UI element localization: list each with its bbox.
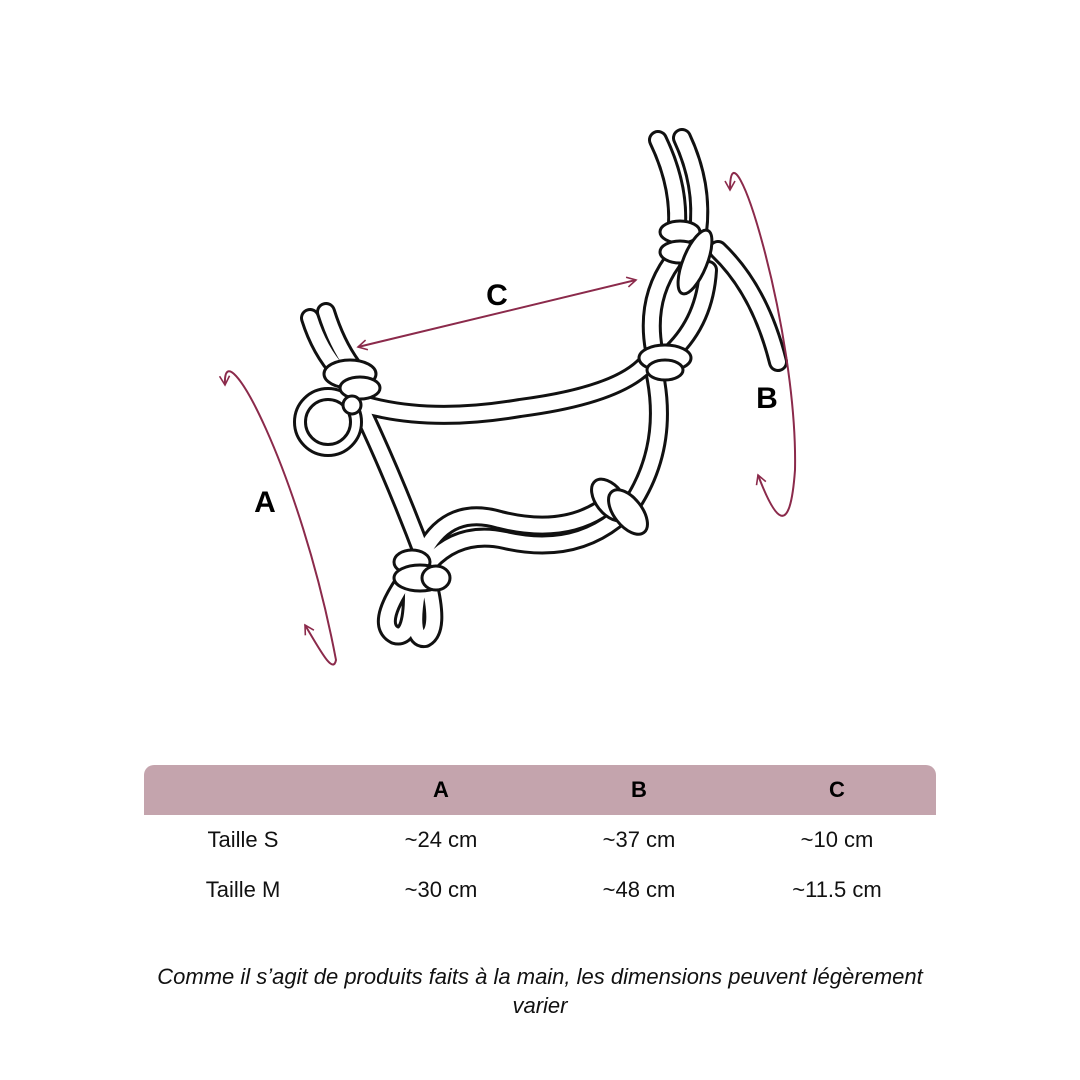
cell-value: ~24 cm (404, 827, 478, 852)
header-cell-c: C (738, 765, 936, 815)
label-c: C (486, 279, 508, 312)
size-table-header (144, 765, 936, 815)
arrow-a (225, 371, 336, 664)
label-a: A (254, 486, 276, 519)
arrow-b (730, 173, 795, 516)
row-label: Taille M (205, 877, 281, 902)
header-cell-a: A (342, 765, 540, 815)
footnote: Comme il s’agit de produits faits à la main, les dimensions peuvent légèrement varier (157, 964, 923, 1018)
label-b: B (756, 382, 778, 415)
header-cell-b: B (540, 765, 738, 815)
cell-value: ~10 cm (800, 827, 874, 852)
cell-value: ~48 cm (602, 877, 676, 902)
row-label: Taille S (207, 827, 279, 852)
cell-value: ~30 cm (404, 877, 478, 902)
table-row (144, 865, 936, 915)
table-row (144, 815, 936, 865)
size-table (144, 765, 936, 915)
header-cell-empty (144, 765, 342, 815)
cell-value: ~11.5 cm (792, 877, 882, 902)
rope-halter-drawing (300, 138, 778, 638)
cell-value: ~37 cm (602, 827, 676, 852)
